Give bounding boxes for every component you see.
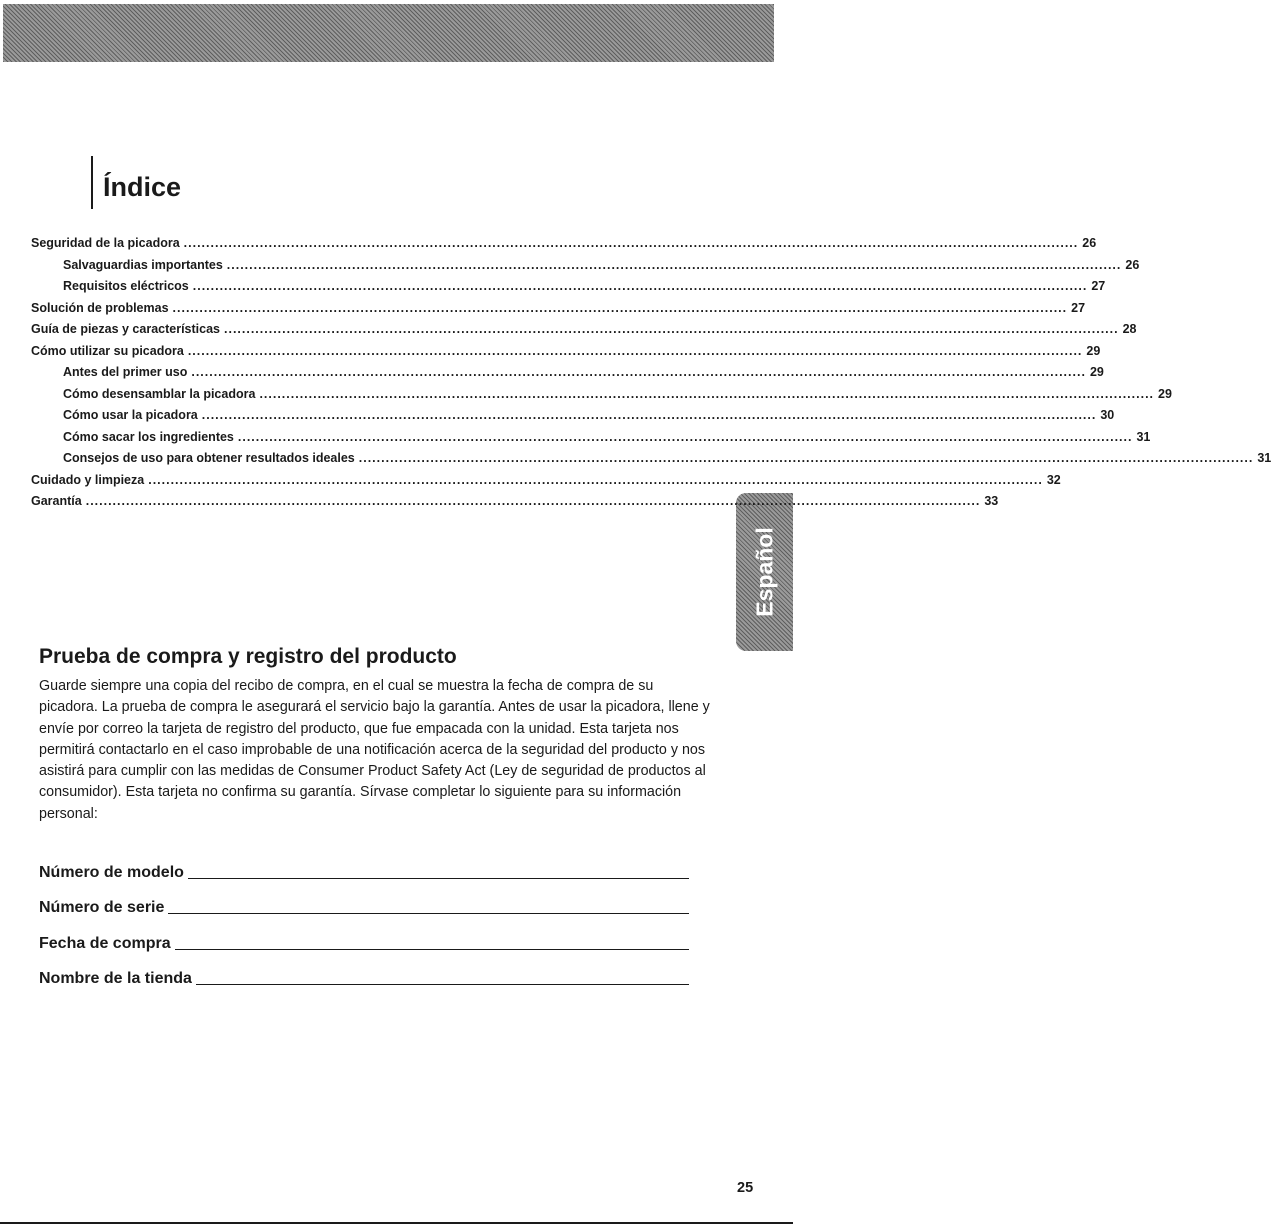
proof-heading: Prueba de compra y registro del producto — [39, 645, 457, 668]
toc-entry-page: 30 — [1100, 408, 1115, 422]
toc-entry[interactable] — [31, 451, 1272, 473]
toc-entry[interactable] — [31, 236, 1097, 258]
toc-entry[interactable] — [31, 343, 1101, 366]
page-number: 25 — [737, 1180, 754, 1196]
toc-entry[interactable] — [31, 279, 1106, 301]
toc-entry-page: 33 — [984, 494, 999, 508]
toc-entry-label: Salvaguardias importantes — [63, 257, 223, 272]
purchase-date-field[interactable] — [39, 929, 689, 953]
toc-entry-page: 31 — [1136, 429, 1151, 444]
toc-dot-leader: ........................................................................................................................................................................................................ — [237, 429, 1133, 444]
toc-entry-label: Requisitos eléctricos — [63, 279, 189, 293]
toc-entry-label: Cómo usar la picadora — [63, 408, 198, 422]
toc-entry-label: Guía de piezas y características — [31, 322, 220, 336]
model-number-label: Número de modelo — [39, 864, 184, 881]
store-name-field[interactable] — [39, 964, 689, 988]
toc-dot-leader: ........................................................................................................................................................................................................ — [187, 343, 1083, 358]
toc-entry[interactable] — [31, 257, 1140, 280]
toc-entry-label: Cómo utilizar su picadora — [31, 343, 184, 358]
title-rule — [91, 156, 93, 209]
toc-entry-page: 26 — [1125, 257, 1140, 272]
toc-dot-leader: ........................................................................................................................................................................................................ — [226, 257, 1122, 272]
store-name-label: Nombre de la tienda — [39, 970, 192, 987]
toc-entry-label: Garantía — [31, 494, 82, 508]
toc-dot-leader: ........................................................................................................................................................................................................ — [201, 408, 1097, 422]
toc-entry-page: 28 — [1122, 322, 1137, 336]
toc-dot-leader: ........................................................................................................................................................................................................ — [224, 322, 1119, 336]
toc-entry[interactable] — [31, 494, 999, 516]
toc-entry-page: 32 — [1046, 472, 1061, 487]
toc-entry[interactable] — [31, 365, 1104, 387]
serial-number-line — [168, 895, 689, 914]
language-tab-label: Español — [751, 527, 777, 617]
toc-dot-leader: ........................................................................................................................................................................................................ — [85, 494, 981, 508]
toc-entry[interactable] — [31, 322, 1137, 344]
serial-number-field[interactable] — [39, 893, 689, 917]
toc-dot-leader: ........................................................................................................................................................................................................ — [183, 236, 1079, 250]
toc-dot-leader: ........................................................................................................................................................................................................ — [192, 279, 1088, 293]
model-number-field[interactable] — [39, 858, 689, 882]
toc-dot-leader: ........................................................................................................................................................................................................ — [191, 365, 1086, 379]
language-tab — [736, 493, 793, 651]
toc-entry[interactable] — [31, 386, 1172, 409]
toc-entry-page: 31 — [1257, 451, 1272, 465]
proof-body: Guarde siempre una copia del recibo de compra, en el cual se muestra la fecha de compra de su picadora. La prueba de compra le asegurará el servicio bajo la garantía. Antes de usar la picadora, llene y envíe por correo la tarjeta de registro del producto, que fue empacada con la unidad. Esta tarjeta nos permitirá contactarlo en el caso improbable de una notificación acerca de la seguridad del producto y nos asistirá para cumplir con las medidas de Consumer Product Safety Act (Ley de seguridad de productos al consumidor). Esta tarjeta no confirma su garantía. Sírvase completar lo siguiente para su información personal: — [39, 678, 710, 822]
toc-entry-page: 29 — [1086, 343, 1101, 358]
toc-dot-leader: ........................................................................................................................................................................................................ — [358, 451, 1254, 465]
purchase-date-line — [175, 931, 689, 950]
toc-entry-label: Consejos de uso para obtener resultados ideales — [63, 451, 355, 465]
index-title: Índice — [103, 172, 182, 202]
toc-entry[interactable] — [31, 408, 1115, 430]
toc-entry-label: Solución de problemas — [31, 300, 169, 315]
toc-entry-page: 29 — [1158, 386, 1172, 401]
toc-entry-label: Cómo desensamblar la picadora — [63, 386, 256, 401]
toc-dot-leader: ........................................................................................................................................................................................................ — [148, 472, 1043, 487]
toc-entry[interactable] — [31, 472, 1061, 495]
toc-entry-page: 29 — [1089, 365, 1104, 379]
toc-entry[interactable] — [31, 300, 1086, 323]
serial-number-label: Número de serie — [39, 899, 165, 916]
toc-entry-label: Antes del primer uso — [63, 365, 188, 379]
bottom-rule — [0, 1222, 793, 1224]
toc-dot-leader: ........................................................................................................................................................................................................ — [259, 386, 1155, 401]
toc-entry-page: 27 — [1071, 300, 1086, 315]
toc-entry-label: Seguridad de la picadora — [31, 236, 180, 250]
toc-entry-page: 26 — [1082, 236, 1097, 250]
header-band — [3, 4, 774, 62]
toc-entry-label: Cuidado y limpieza — [31, 472, 145, 487]
table-of-contents — [31, 236, 1272, 516]
toc-entry[interactable] — [31, 429, 1151, 452]
model-number-line — [188, 860, 689, 879]
toc-entry-page: 27 — [1091, 279, 1106, 293]
toc-dot-leader: ........................................................................................................................................................................................................ — [172, 300, 1068, 315]
store-name-line — [196, 966, 689, 985]
toc-entry-label: Cómo sacar los ingredientes — [63, 429, 234, 444]
purchase-date-label: Fecha de compra — [39, 935, 171, 952]
